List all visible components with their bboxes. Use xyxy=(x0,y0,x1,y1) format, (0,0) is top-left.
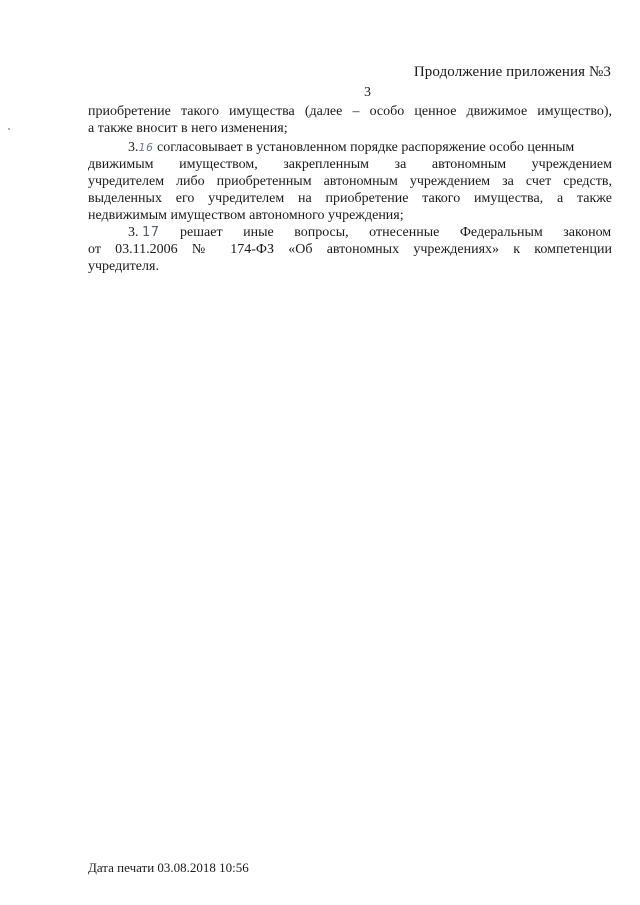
clause-prefix: 3. xyxy=(128,225,142,240)
clause-prefix: 3. xyxy=(128,140,139,155)
paragraph-3-17-first-line xyxy=(88,224,612,241)
text-segment: решает иные вопросы, отнесенные Федеральным законом xyxy=(159,225,612,240)
text-line: учредителя. xyxy=(88,259,159,274)
text-line: выделенных его учредителем на приобретение такого имущества, а также xyxy=(88,191,612,206)
handwritten-clause-number: 16 xyxy=(138,141,154,154)
page-number: 3 xyxy=(364,85,371,100)
text-line: учредителем либо приобретенным автономным учреждением за счет средств, xyxy=(88,174,612,189)
text-segment: согласовывает в установленном порядке распоряжение особо ценным xyxy=(153,140,575,155)
text-line: недвижимым имуществом автономного учреждения; xyxy=(88,208,404,223)
text-line: движимым имуществом, закрепленным за автономным учреждением xyxy=(88,157,612,172)
print-date-footer: Дата печати 03.08.2018 10:56 xyxy=(88,860,249,875)
paragraph-3-16-first-line xyxy=(88,139,612,156)
text-line: приобретение такого имущества (далее – особо ценное движимое имущество), xyxy=(88,104,612,119)
text-line: от 03.11.2006 № 174-ФЗ «Об автономных учреждениях» к компетенции xyxy=(88,242,612,257)
text-line: а также вносит в него изменения; xyxy=(88,121,288,136)
scan-artifact xyxy=(8,128,10,130)
document-body xyxy=(88,103,612,275)
appendix-continuation-header: Продолжение приложения №3 xyxy=(413,64,611,80)
handwritten-clause-number: 17 xyxy=(142,225,160,240)
